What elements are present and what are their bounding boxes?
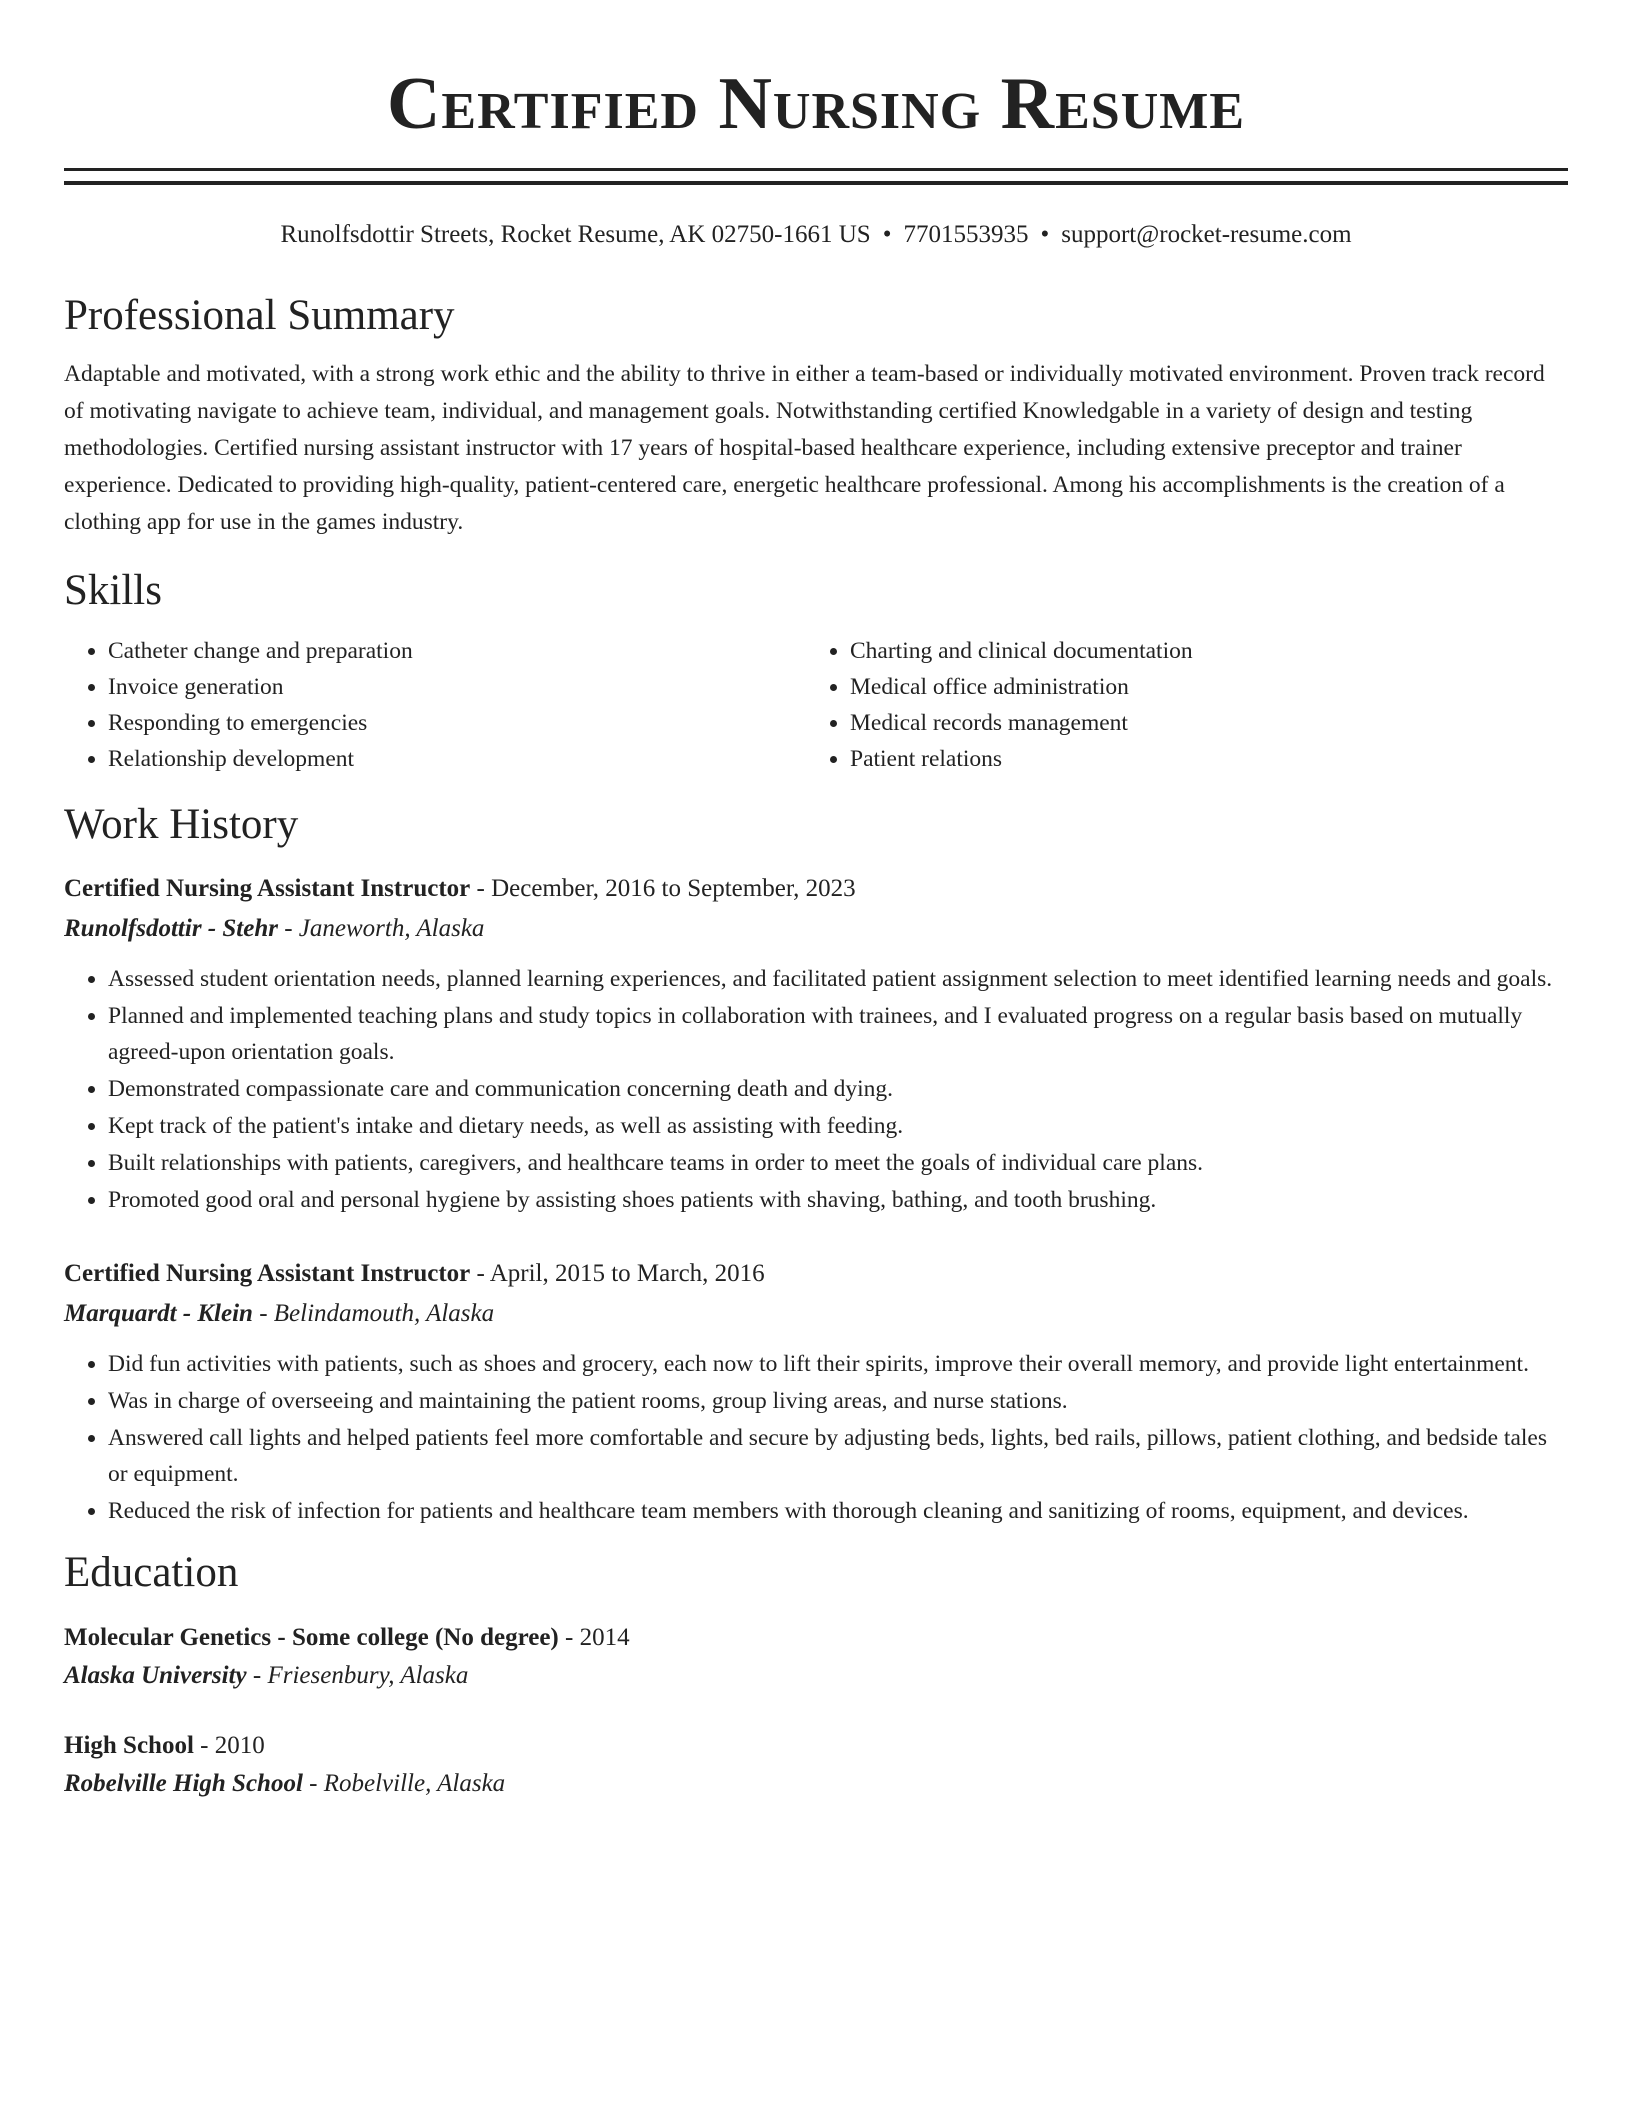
skills-column-left bbox=[64, 633, 806, 777]
skill-item: • Medical office administration bbox=[850, 669, 1548, 705]
skill-item: • Charting and clinical documentation bbox=[850, 633, 1548, 669]
education-school: Alaska University bbox=[64, 1662, 247, 1689]
job-bullet: • Promoted good oral and personal hygiene by assisting shoes patients with shaving, bathing, and tooth brushing. bbox=[108, 1182, 1568, 1218]
skill-item: • Catheter change and preparation bbox=[108, 633, 806, 669]
education-header bbox=[64, 1619, 1568, 1657]
job-company: Runolfsdottir - Stehr bbox=[64, 915, 278, 942]
job-bullet: • Answered call lights and helped patients feel more comfortable and secure by adjusting beds, lights, bed rails, pillows, patient clothing, and bedside tales or equipment. bbox=[108, 1420, 1568, 1492]
education-degree: High School bbox=[64, 1732, 194, 1759]
job-title: Certified Nursing Assistant Instructor bbox=[64, 875, 471, 902]
job-bullet: • Was in charge of overseeing and maintaining the patient rooms, group living areas, and nurse stations. bbox=[108, 1383, 1568, 1419]
education-year: - 2010 bbox=[193, 1732, 265, 1759]
contact-line bbox=[64, 218, 1568, 252]
skills-column-right bbox=[806, 633, 1548, 777]
education-school-line bbox=[64, 1765, 1568, 1803]
education-location: - Friesenbury, Alaska bbox=[246, 1662, 469, 1689]
job-bullet: • Did fun activities with patients, such as shoes and grocery, each now to lift their spirits, improve their overall memory, and provide light entertainment. bbox=[108, 1346, 1568, 1382]
job-employer bbox=[64, 909, 1568, 949]
education-year: - 2014 bbox=[558, 1624, 630, 1651]
job-entry bbox=[64, 1254, 1568, 1529]
job-employer bbox=[64, 1294, 1568, 1334]
contact-separator: • bbox=[1040, 221, 1050, 248]
education-header bbox=[64, 1727, 1568, 1765]
education-location: - Robelville, Alaska bbox=[302, 1770, 506, 1797]
job-location: - Belindamouth, Alaska bbox=[252, 1300, 495, 1327]
job-bullets bbox=[64, 1346, 1568, 1529]
job-title: Certified Nursing Assistant Instructor bbox=[64, 1260, 471, 1287]
job-bullet: • Reduced the risk of infection for patients and healthcare team members with thorough cleaning and sanitizing of rooms, equipment, and devices. bbox=[108, 1493, 1568, 1529]
skill-item: • Relationship development bbox=[108, 741, 806, 777]
skills-heading: Skills bbox=[64, 567, 162, 614]
skill-item: • Responding to emergencies bbox=[108, 705, 806, 741]
skill-item: • Medical records management bbox=[850, 705, 1548, 741]
contact-separator: • bbox=[882, 221, 892, 248]
job-company: Marquardt - Klein bbox=[64, 1300, 253, 1327]
education-entry bbox=[64, 1727, 1568, 1803]
job-bullet: • Planned and implemented teaching plans and study topics in collaboration with trainees, and I evaluated progress on a regular basis based on mutually agreed-upon orientation goals. bbox=[108, 998, 1568, 1070]
summary-text: Adaptable and motivated, with a strong work ethic and the ability to thrive in either a team-based or individually motivated environment. Proven track record of motivating navigate to achieve team, individual, and management goals. Notwithstanding certified Knowledgable in a variety of design and testing methodologies. Certified nursing assistant instructor with 17 years of hospital-based healthcare experience, including extensive preceptor and trainer experience. Dedicated to providing high-quality, patient-centered care, energetic healthcare professional. Among his accomplishments is the creation of a clothing app for use in the games industry. bbox=[64, 361, 1545, 535]
job-entry bbox=[64, 869, 1568, 1218]
job-location: - Janeworth, Alaska bbox=[277, 915, 485, 942]
job-header bbox=[64, 1254, 1568, 1294]
summary-heading: Professional Summary bbox=[64, 292, 455, 339]
job-dates: - December, 2016 to September, 2023 bbox=[470, 875, 856, 902]
skill-item: • Invoice generation bbox=[108, 669, 806, 705]
education-entry bbox=[64, 1619, 1568, 1695]
job-header bbox=[64, 869, 1568, 909]
job-bullet: • Built relationships with patients, caregivers, and healthcare teams in order to meet the goals of individual care plans. bbox=[108, 1145, 1568, 1181]
contact-address: Runolfsdottir Streets, Rocket Resume, AK 02750-1661 US bbox=[280, 221, 871, 248]
skills-list bbox=[64, 633, 1568, 777]
title-double-rule bbox=[64, 168, 1568, 185]
education-heading: Education bbox=[64, 1549, 239, 1596]
work-history-heading: Work History bbox=[64, 801, 299, 848]
job-bullet: • Assessed student orientation needs, planned learning experiences, and facilitated patient assignment selection to meet identified learning needs and goals. bbox=[108, 961, 1568, 997]
contact-email[interactable]: support@rocket-resume.com bbox=[1061, 221, 1352, 248]
skill-item: • Patient relations bbox=[850, 741, 1548, 777]
job-dates: - April, 2015 to March, 2016 bbox=[470, 1260, 765, 1287]
education-school: Robelville High School bbox=[64, 1770, 303, 1797]
job-bullet: • Demonstrated compassionate care and communication concerning death and dying. bbox=[108, 1071, 1568, 1107]
education-degree: Molecular Genetics - Some college (No degree) bbox=[64, 1624, 559, 1651]
education-school-line bbox=[64, 1657, 1568, 1695]
resume-title: Certified Nursing Resume bbox=[386, 63, 1246, 145]
job-bullets bbox=[64, 961, 1568, 1218]
job-bullet: • Kept track of the patient's intake and dietary needs, as well as assisting with feeding. bbox=[108, 1108, 1568, 1144]
contact-phone: 7701553935 bbox=[903, 221, 1029, 248]
